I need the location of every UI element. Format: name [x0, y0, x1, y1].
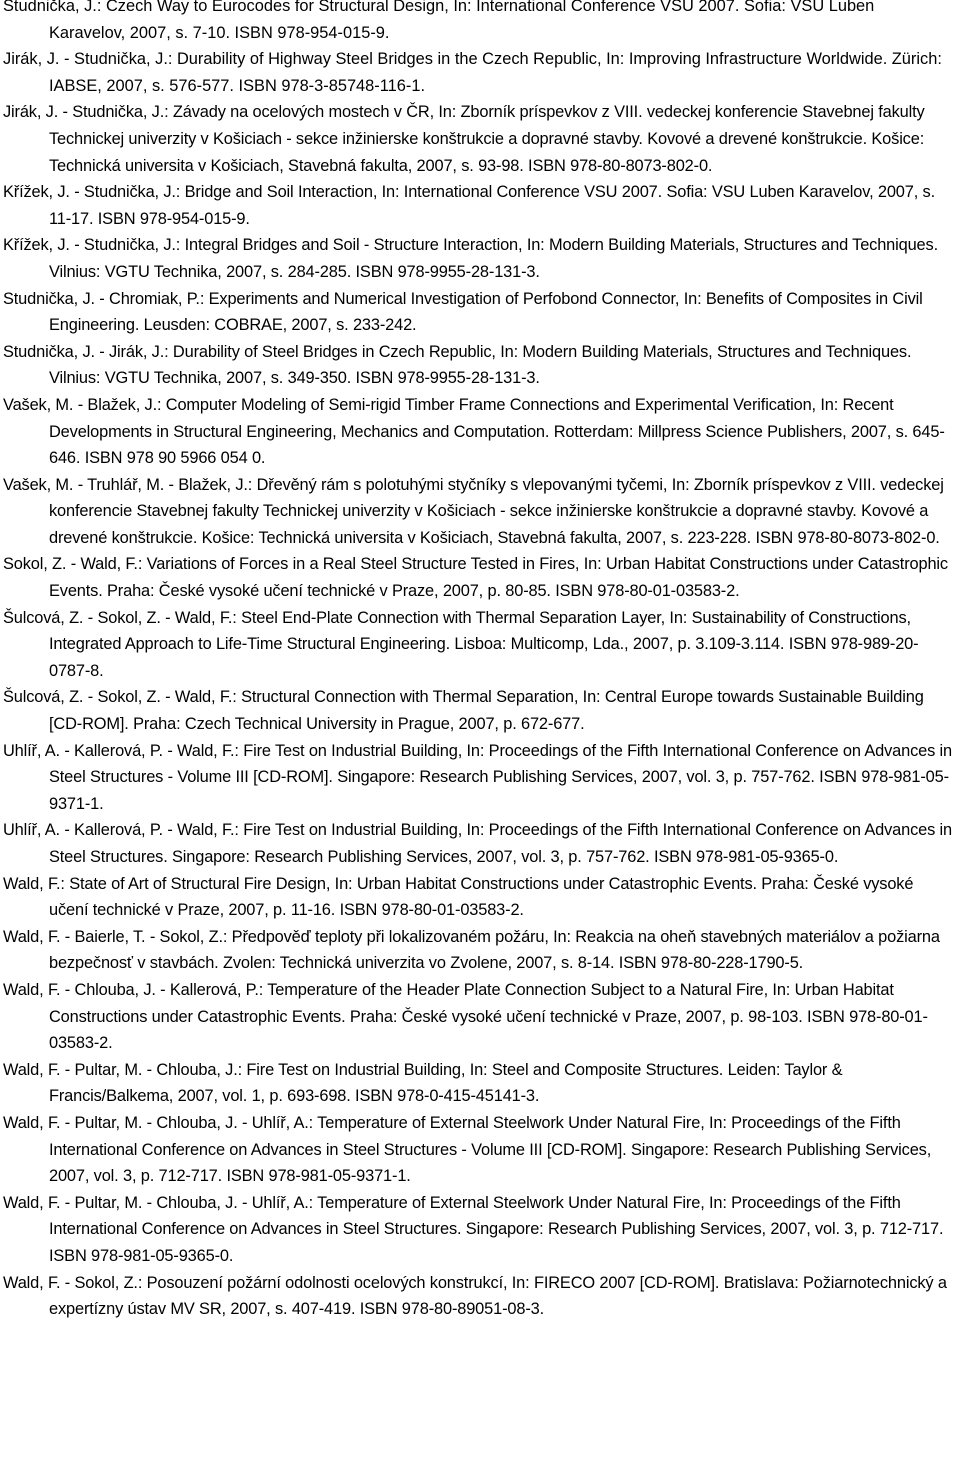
reference-entry: Jirák, J. - Studnička, J.: Durability of Highway Steel Bridges in the Czech Republic, In: Improving Infrastructure Worldwide. Zürich: IABSE, 2007, s. 576-577. ISBN 978-3-85748-116-1.: [3, 50, 942, 95]
reference-entry: Wald, F. - Chlouba, J. - Kallerová, P.: Temperature of the Header Plate Connection Subject to a Natural Fire, In: Urban Habitat Constructions under Catastrophic Events. Praha: České vysoké učení technické v Praze, 2007, p. 98-103. ISBN 978-80-01-03583-2.: [3, 980, 928, 1053]
reference-entry: Šulcová, Z. - Sokol, Z. - Wald, F.: Steel End-Plate Connection with Thermal Separation Layer, In: Sustainability of Constructions, Integrated Approach to Life-Time Structural Engineering. Lisboa: Multicomp, Lda., 2007, p. 3.109-3.114. ISBN 978-989-20-0787-8.: [3, 608, 919, 680]
reference-entry: Wald, F. - Pultar, M. - Chlouba, J.: Fire Test on Industrial Building, In: Steel and Composite Structures. Leiden: Taylor & Francis/Balkema, 2007, vol. 1, p. 693-698. ISBN 978-0-415-45141-3.: [3, 1060, 843, 1106]
reference-entry: Wald, F.: State of Art of Structural Fire Design, In: Urban Habitat Constructions under Catastrophic Events. Praha: České vysoké učení technické v Praze, 2007, p. 11-16. ISBN 978-80-01-03583-2.: [3, 874, 914, 920]
reference-entry: Sokol, Z. - Wald, F.: Variations of Forces in a Real Steel Structure Tested in Fires, In: Urban Habitat Constructions under Catastrophic Events. Praha: České vysoké učení technické v Praze, 2007, p. 80-85. ISBN 978-80-01-03583-2.: [3, 555, 948, 601]
reference-entry: Studnička, J. - Chromiak, P.: Experiments and Numerical Investigation of Perfobond Connector, In: Benefits of Composites in Civil Engineering. Leusden: COBRAE, 2007, s. 233-242.: [3, 289, 923, 335]
reference-entry: Uhlíř, A. - Kallerová, P. - Wald, F.: Fire Test on Industrial Building, In: Proceedings of the Fifth International Conference on Advances in Steel Structures - Volume III [CD-ROM]. Singapore: Research Publishing Services, 2007, vol. 3, p. 757-762. ISBN 978-981-05-9371-1.: [3, 741, 952, 813]
reference-entry: Křížek, J. - Studnička, J.: Bridge and Soil Interaction, In: International Conference VSU 2007. Sofia: VSU Luben Karavelov, 2007, s. 11-17. ISBN 978-954-015-9.: [3, 183, 935, 228]
reference-entry: Jirák, J. - Studnička, J.: Závady na ocelových mostech v ČR, In: Zborník príspevkov z VIII. vedeckej konferencie Stavebnej fakulty Technickej univerzity v Košiciach - sekce inžinierske konštrukcie a dopravné stavby. Kovové a drevené konštrukcie. Košice: Technická universita v Košiciach, Stavebná fakulta, 2007, s. 93-98. ISBN 978-80-8073-802-0.: [3, 103, 925, 175]
reference-entry: Wald, F. - Pultar, M. - Chlouba, J. - Uhlíř, A.: Temperature of External Steelwork Under Natural Fire, In: Proceedings of the Fifth International Conference on Advances in Steel Structures - Volume III [CD-ROM]. Singapore: Research Publishing Services, 2007, vol. 3, p. 712-717. ISBN 978-981-05-9371-1.: [3, 1113, 932, 1186]
reference-entry: Wald, F. - Baierle, T. - Sokol, Z.: Předpověď teploty při lokalizovaném požáru, In: Reakcia na oheň stavebných materiálov a požiarna bezpečnosť v stavbách. Zvolen: Technická univerzita vo Zvolene, 2007, s. 8-14. ISBN 978-80-228-1790-5.: [3, 927, 940, 973]
reference-entry: Wald, F. - Pultar, M. - Chlouba, J. - Uhlíř, A.: Temperature of External Steelwork Under Natural Fire, In: Proceedings of the Fifth International Conference on Advances in Steel Structures. Singapore: Research Publishing Services, 2007, vol. 3, p. 712-717. ISBN 978-981-05-9365-0.: [3, 1193, 944, 1265]
reference-entry: Wald, F. - Sokol, Z.: Posouzení požární odolnosti ocelových konstrukcí, In: FIRECO 2007 [CD-ROM]. Bratislava: Požiarnotechnický a expertízny ústav MV SR, 2007, s. 407-419. ISBN 978-80-89051-08-3.: [3, 1273, 947, 1319]
reference-entry: Uhlíř, A. - Kallerová, P. - Wald, F.: Fire Test on Industrial Building, In: Proceedings of the Fifth International Conference on Advances in Steel Structures. Singapore: Research Publishing Services, 2007, vol. 3, p. 757-762. ISBN 978-981-05-9365-0.: [3, 821, 952, 866]
reference-entry: Studnička, J.: Czech Way to Eurocodes for Structural Design, In: International Conference VSU 2007. Sofia: VSU Luben Karavelov, 2007, s. 7-10. ISBN 978-954-015-9.: [3, 0, 875, 42]
reference-entry: Vašek, M. - Blažek, J.: Computer Modeling of Semi-rigid Timber Frame Connections and Experimental Verification, In: Recent Developments in Structural Engineering, Mechanics and Computation. Rotterdam: Millpress Science Publishers, 2007, s. 645-646. ISBN 978 90 5966 054 0.: [3, 395, 945, 468]
reference-entry: Vašek, M. - Truhlář, M. - Blažek, J.: Dřevěný rám s polotuhými styčníky s vlepovanými tyčemi, In: Zborník príspevkov z VIII. vedeckej konferencie Stavebnej fakulty Technickej univerzity v Košiciach - sekce inžinierske konštrukcie a dopravné stavby. Kovové a drevené konštrukcie. Košice: Technická universita v Košiciach, Stavebná fakulta, 2007, s. 223-228. ISBN 978-80-8073-802-0.: [3, 475, 944, 547]
reference-list: [3, 0, 955, 1323]
reference-entry: Studnička, J. - Jirák, J.: Durability of Steel Bridges in Czech Republic, In: Modern Building Materials, Structures and Techniques. Vilnius: VGTU Technika, 2007, s. 349-350. ISBN 978-9955-28-131-3.: [3, 342, 912, 388]
reference-entry: Šulcová, Z. - Sokol, Z. - Wald, F.: Structural Connection with Thermal Separation, In: Central Europe towards Sustainable Building [CD-ROM]. Praha: Czech Technical University in Prague, 2007, p. 672-677.: [3, 688, 924, 734]
reference-entry: Křížek, J. - Studnička, J.: Integral Bridges and Soil - Structure Interaction, In: Modern Building Materials, Structures and Techniques. Vilnius: VGTU Technika, 2007, s. 284-285. ISBN 978-9955-28-131-3.: [3, 236, 938, 281]
